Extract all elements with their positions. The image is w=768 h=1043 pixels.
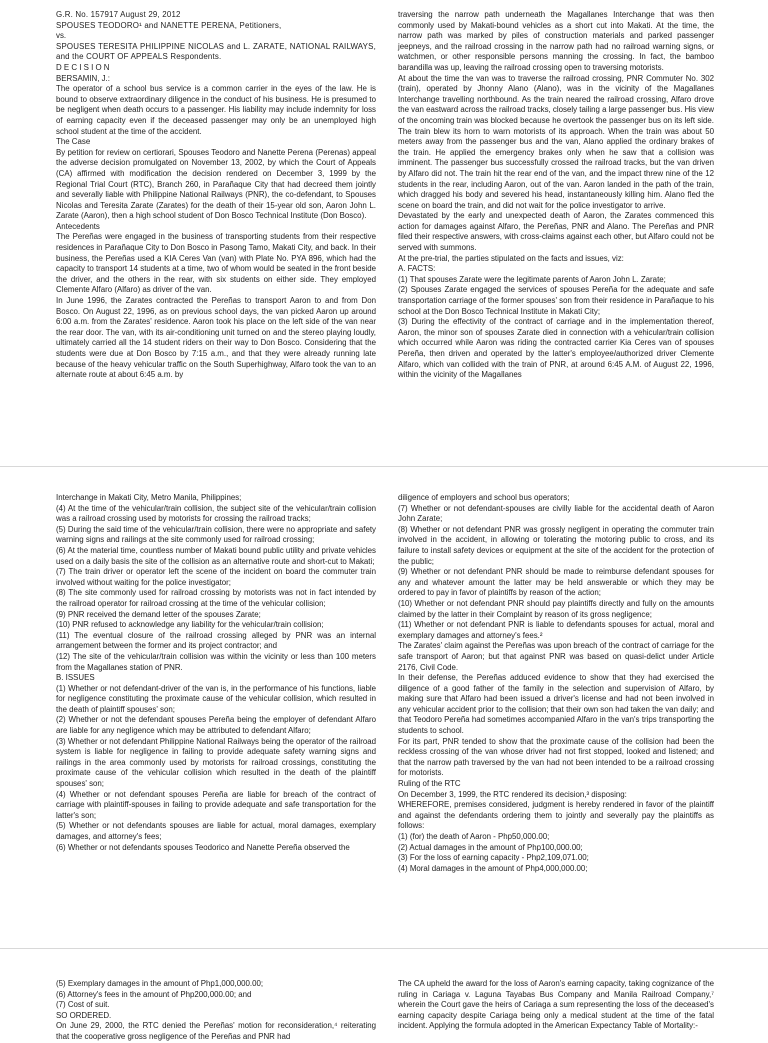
list-item: (8) Whether or not defendant PNR was grossly negligent in operating the commuter train involved in the accident, in allowing or tolerating the motoring public to cross, and its failure to install safety devices or equipment at the site of the accident for the protection of the public; bbox=[398, 524, 714, 566]
list-item: (5) Exemplary damages in the amount of Php1,000,000.00; bbox=[56, 979, 264, 988]
list-item: (5) During the said time of the vehicular/train collision, there were no appropriate and safety warning signs and railings at the site commonly used for railroad crossing; bbox=[56, 524, 376, 545]
paragraph: On December 3, 1999, the RTC rendered its decision,³ disposing: bbox=[398, 789, 627, 799]
paragraph: The CA upheld the award for the loss of Aaron's earning capacity, taking cognizance of the ruling in Cariaga v. Laguna Tayabas Bus Company and Manila Railroad Company,⁷ wherein the Court gave the heirs of Cariaga a sum representing the loss of the deceased's earning capacity despite Cariaga being only a medical student at the time of the fatal incident. Applying the formula adopted in the American Expectancy Table of Mortality:- bbox=[398, 979, 714, 1031]
list-item: (12) The site of the vehicular/train collision was within the vicinity or less than 100 meters from the Magallanes station of PNR. bbox=[56, 651, 376, 672]
paragraph: At about the time the van was to traverse the railroad crossing, PNR Commuter No. 302 (train), operated by Jhonny Alano (Alano), was in the vicinity of the Magallanes Interchange travelling northbound. As the train neared the railroad crossing, Alfaro drove the van eastward across the railroad tracks, closely tailing a large passenger bus. His view of the oncoming train was blocked because he overtook the passenger bus on its left side. The train blew its horn to warn motorists of its approach. When the train was about 50 meters away from the passenger bus and the van, Alano applied the ordinary brakes of the train. He applied the emergency brakes only when he saw that a collision was imminent. The passenger bus successfully crossed the railroad tracks, but the van driven by Alfaro did not. The train hit the rear end of the van, and the impact threw nine of the 12 students in the rear, including Aaron, out of the van. Aaron landed in the path of the train, which dragged his body and severed his head, instantaneously killing him. Alano fled the scene on board the train, and did not wait for the police investigator to arrive. bbox=[398, 73, 714, 210]
section-heading: Ruling of the RTC bbox=[398, 779, 461, 789]
paragraph: For its part, PNR tended to show that the proximate cause of the collision had been the reckless crossing of the van whose driver had not first stopped, looked and listened; and that the narrow path traversed by the van had not been intended to be a railroad crossing for motorists. bbox=[398, 736, 714, 778]
respondents-line: SPOUSES TERESITA PHILIPPINE NICOLAS and L. ZARATE, NATIONAL RAILWAYS, and the COURT OF APPEALS Respondents. bbox=[56, 41, 376, 62]
list-item: (7) Cost of suit. bbox=[56, 1000, 110, 1010]
list-item: (5) Whether or not defendants spouses are liable for actual, moral damages, exemplary damages, and attorney's fees; bbox=[56, 821, 376, 841]
left-column bbox=[56, 979, 376, 1041]
list-item: (3) During the effectivity of the contract of carriage and in the implementation thereof, Aaron, the minor son of spouses Zarate died in connection with a vehicular/train collision which occurred while Aaron was riding the contracted carrier Kia Ceres van of spouses Pereña, then driven and operated by the latter's employee/authorized driver Clemente Alfaro, which van collided with the train of PNR, at around 6:45 A.M. of August 22, 1996, within the vicinity of the Magallanes bbox=[398, 317, 714, 380]
section-heading: Antecedents bbox=[56, 221, 100, 231]
paragraph: In their defense, the Pereñas adduced evidence to show that they had exercised the diligence of a good father of the family in the selection and supervision of Alfaro, by making sure that Alfaro had been issued a driver's license and had not been involved in any vehicular accident prior to the collision; that their own son had taken the van daily; and that Teodoro Pereña had sometimes accompanied Alfaro in the van's trips transporting the students to school. bbox=[398, 673, 714, 736]
versus-line: vs. bbox=[56, 31, 67, 41]
list-item: (6) At the material time, countless number of Makati bound public utility and private vehicles used on a daily basis the site of the collision as an alternative route and short-cut to Makati; bbox=[56, 545, 376, 566]
section-heading: A. FACTS: bbox=[398, 264, 436, 274]
list-item: Interchange in Makati City, Metro Manila, Philippines; bbox=[56, 493, 242, 502]
petitioners-line: SPOUSES TEODORO¹ and NANETTE PERENA, Petitioners, bbox=[56, 20, 282, 30]
list-item: (1) (for) the death of Aaron - Php50,000.00; bbox=[398, 832, 550, 841]
list-item: (6) Attorney's fees in the amount of Php200,000.00; and bbox=[56, 989, 252, 999]
right-column bbox=[398, 979, 714, 1031]
list-item: (1) That spouses Zarate were the legitimate parents of Aaron John L. Zarate; bbox=[398, 274, 666, 284]
left-column bbox=[56, 493, 376, 948]
left-column bbox=[56, 10, 376, 466]
paragraph: By petition for review on certiorari, Spouses Teodoro and Nanette Perena (Perenas) appeal the adverse decision promulgated on November 13, 2002, by which the Court of Appeals (CA) affirmed with modification the decision rendered on December 3, 1999 by the Regional Trial Court (RTC), Branch 260, in Parañaque City that had decreed them jointly and severally liable with Philippine National Railways (PNR), the co-defendant, to Spouses Nicolas and Teresita Zarate (Zarates) for the death of their 15-year old son, Aaron John L. Zarate (Aaron), then a high school student of Don Bosco Technical Institute (Don Bosco). bbox=[56, 147, 376, 221]
case-number: G.R. No. 157917 August 29, 2012 bbox=[56, 10, 181, 19]
list-item: (7) Whether or not defendant-spouses are civilly liable for the accidental death of Aaron John Zarate; bbox=[398, 503, 714, 524]
paragraph: Devastated by the early and unexpected death of Aaron, the Zarates commenced this action for damages against Alfaro, the Pereñas, PNR and Alano. The Pereñas and PNR filed their respective answers, with cross-claims against each other, but Alfaro could not be served with summons. bbox=[398, 211, 714, 253]
paragraph: The Zarates' claim against the Pereñas was upon breach of the contract of carriage for the safe transport of Aaron; but that against PNR was based on quasi-delict under Article 2176, Civil Code. bbox=[398, 641, 714, 672]
paragraph: At the pre-trial, the parties stipulated on the facts and issues, viz: bbox=[398, 253, 624, 263]
list-item: (11) Whether or not defendant PNR is liable to defendants spouses for actual, moral and exemplary damages and attorney's fees.² bbox=[398, 620, 714, 640]
paragraph: traversing the narrow path underneath the Magallanes Interchange that was then commonly used by Makati-bound vehicles as a short cut into Makati. At the time, the narrow path was marked by piles of construction materials and parked passenger jeepneys, and the railroad crossing in the narrow path had no railroad warning signs, or watchmen, or other responsible persons manning the crossing. In fact, the bamboo barandilla was up, leaving the railroad crossing open to traversing motorists. bbox=[398, 10, 714, 72]
list-item: diligence of employers and school bus operators; bbox=[398, 493, 570, 502]
list-item: (4) Moral damages in the amount of Php4,000,000.00; bbox=[398, 863, 588, 873]
list-item: (6) Whether or not defendants spouses Teodorico and Nanette Pereña observed the bbox=[56, 842, 350, 852]
list-item: (4) Whether or not defendant spouses Pereña are liable for breach of the contract of carriage with plaintiff-spouses in failing to provide adequate and safe transportation for the latter's son; bbox=[56, 789, 376, 820]
paragraph: On June 29, 2000, the RTC denied the Pereñas' motion for reconsideration,⁴ reiterating that the cooperative gross negligence of the Pereñas and PNR had bbox=[56, 1021, 376, 1041]
list-item: (4) At the time of the vehicular/train collision, the subject site of the vehicular/train collision was a railroad crossing used by motorists for crossing the railroad tracks; bbox=[56, 503, 376, 524]
page-section-1 bbox=[0, 0, 768, 467]
list-item: (3) For the loss of earning capacity - Php2,109,071.00; bbox=[398, 853, 589, 863]
list-item: (1) Whether or not defendant-driver of the van is, in the performance of his functions, liable for negligence constituting the proximate cause of the vehicular collision, which resulted in the death of plaintiff spouses' son; bbox=[56, 683, 376, 714]
paragraph: In June 1996, the Zarates contracted the Pereñas to transport Aaron to and from Don Bosco. On August 22, 1996, as on previous school days, the van picked Aaron up around 6:00 a.m. from the Zarates' residence. Aaron took his place on the left side of the van near the rear door. The van, with its air-conditioning unit turned on and the stereo playing loudly, ultimately carried all the 14 student riders on their way to Don Bosco. Considering that the students were due at Don Bosco by 7:15 a.m., and that they were already running late because of the heavy vehicular traffic on the South Superhighway, Alfaro took the van to an alternate route at about 6:45 a.m. by bbox=[56, 296, 376, 380]
decision-heading: D E C I S I O N bbox=[56, 62, 110, 72]
list-item: (2) Actual damages in the amount of Php100,000.00; bbox=[398, 842, 583, 852]
page-section-2 bbox=[0, 488, 768, 949]
right-column bbox=[398, 10, 714, 466]
section-heading: The Case bbox=[56, 137, 91, 147]
list-item: (11) The eventual closure of the railroad crossing alleged by PNR was an internal arrangement between the former and its project contractor; and bbox=[56, 630, 376, 651]
list-item: (3) Whether or not defendant Philippine National Railways being the operator of the railroad system is liable for negligence in failing to provide adequate safety warning signs and railings in the area commonly used by motorists for railroad crossings, constituting the proximate cause of the vehicular collision which resulted in the death of the plaintiff spouses' son; bbox=[56, 736, 376, 789]
list-item: (7) The train driver or operator left the scene of the incident on board the commuter train involved without waiting for the police investigator; bbox=[56, 567, 376, 587]
list-item: (8) The site commonly used for railroad crossing by motorists was not in fact intended by the railroad operator for railroad crossing at the time of the vehicular collision; bbox=[56, 588, 376, 608]
list-item: (10) PNR refused to acknowledge any liability for the vehicular/train collision; bbox=[56, 620, 324, 630]
section-heading: B. ISSUES bbox=[56, 673, 95, 683]
list-item: (2) Spouses Zarate engaged the services of spouses Pereña for the adequate and safe transportation carriage of the former spouses' son from their residence in Parañaque to his school at the Don Bosco Technical Institute in Makati City; bbox=[398, 285, 714, 316]
list-item: (9) PNR received the demand letter of the spouses Zarate; bbox=[56, 609, 261, 619]
paragraph: The Pereñas were engaged in the business of transporting students from their respective residences in Parañaque City to Don Bosco in Pasong Tamo, Makati City, and back. In their business, the Pereñas used a KIA Ceres Van (van) with Plate No. PYA 896, which had the capacity to transport 14 students at a time, two of whom would be seated in the front beside the driver, and the others in the rear, with six students on either side. They employed Clemente Alfaro (Alfaro) as driver of the van. bbox=[56, 232, 376, 295]
list-item: (10) Whether or not defendant PNR should pay plaintiffs directly and fully on the amounts claimed by the latter in their Complaint by reason of its gross negligence; bbox=[398, 598, 714, 619]
list-item: (2) Whether or not the defendant spouses Pereña being the employer of defendant Alfaro are liable for any negligence which may be attributed to defendant Alfaro; bbox=[56, 715, 376, 736]
right-column bbox=[398, 493, 714, 948]
page-section-3 bbox=[0, 975, 768, 1041]
paragraph: SO ORDERED. bbox=[56, 1010, 112, 1020]
paragraph: The operator of a school bus service is a common carrier in the eyes of the law. He is bound to observe extraordinary diligence in the conduct of his business. He is presumed to be negligent when death occurs to a passenger. His liability may include indemnity for loss of earning capacity even if the deceased passenger may only be an unemployed high school student at the time of the accident. bbox=[56, 84, 376, 136]
ponente-line: BERSAMIN, J.: bbox=[56, 73, 110, 83]
list-item: (9) Whether or not defendant PNR should be made to reimburse defendant spouses for any and whatever amount the latter may be held answerable or which they may be ordered to pay in favor of plaintiffs by reason of the action; bbox=[398, 567, 714, 598]
paragraph: WHEREFORE, premises considered, judgment is hereby rendered in favor of the plaintiff and against the defendants ordering them to jointly and severally pay the plaintiffs as follows: bbox=[398, 800, 714, 831]
